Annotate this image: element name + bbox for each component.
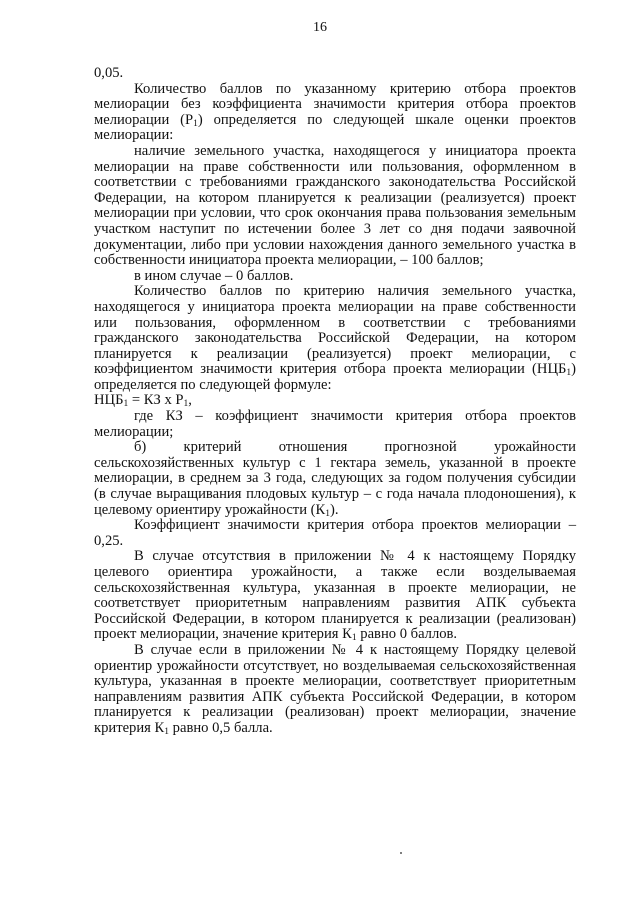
- subscript: 1: [123, 399, 129, 410]
- paragraph-text: Количество баллов по указанному критерию отбора проектов мелиорации без коэффициента значимости критерия отбора проектов мелиорации (Р: [94, 80, 576, 128]
- paragraph-text: В случае отсутствия в приложении № 4 к настоящему Порядку целевого ориентира урожайности, а также если возделываемая сельскохозяйственная культура, указанная в проекте мелиорации, не соответствует приоритетным направлениям развития АПК субъекта Российской Федерации, в котором планируется к реализации (реализован) проект мелиорации, значение критерия К: [94, 548, 576, 643]
- paragraph-text: ) определяется по следующей формуле:: [94, 361, 576, 393]
- subscript: 1: [566, 368, 572, 379]
- paragraph-text: ) определяется по следующей шкале оценки проектов мелиорации:: [94, 111, 576, 144]
- paragraph-text: где КЗ – коэффициент значимости критерия отбора проектов мелиорации;: [94, 408, 576, 440]
- subscript: 1: [351, 633, 357, 644]
- paragraph-text: наличие земельного участка, находящегося у инициатора проекта мелиорации на праве собственности или пользования, оформленном в соответствии с требованиями гражданского законодательства Российской Федерации, на котором планируется к реализации (реализуется) проект мелиорации при условии, что срок окончания права пользования земельным участком наступит по истечении более 3 лет со дня подачи заявочной документации, либо при условии нахождения данного земельного участка в собственности инициатора проекта мелиорации, – 100 баллов;: [94, 142, 576, 269]
- formula-part: = КЗ х Р: [128, 392, 184, 409]
- document-body: [94, 66, 576, 737]
- paragraph-text: б) критерий отношения прогнозной урожайности сельскохозяйственных культур с 1 гектара земель, указанной в проекте мелиорации, в среднем за 3 года, следующих за годом получения субсидии (в случае выращивания плодовых культур – с года начала плодоношения), к целевому ориентиру урожайности (К: [94, 439, 576, 518]
- paragraph-text: 0,05.: [94, 65, 124, 81]
- paragraph-coefficient: [94, 518, 576, 549]
- paragraph-text: В случае если в приложении № 4 к настоящему Порядку целевой ориентир урожайности отсутствует, но возделываемая сельскохозяйственная культура, указанная в проекте мелиорации, соответствует приоритетным направлениям развития АПК субъекта Российской Федерации, в котором планируется к реализации (реализован) проект мелиорации, значение критерия К: [94, 641, 576, 736]
- subscript: 1: [164, 726, 170, 737]
- paragraph-kz-definition: [94, 409, 576, 440]
- paragraph-half-score-case: [94, 643, 576, 737]
- formula-part: НЦБ: [94, 392, 124, 409]
- formula: [94, 393, 576, 409]
- paragraph-text: равно 0 баллов.: [356, 626, 458, 643]
- subscript: 1: [193, 118, 198, 129]
- scan-speck: [400, 852, 402, 854]
- paragraph-text: Коэффициент значимости критерия отбора проектов мелиорации – 0,25.: [94, 517, 576, 549]
- page-number: 16: [313, 20, 327, 35]
- paragraph-text: в ином случае – 0 баллов.: [134, 267, 294, 284]
- paragraph-text: равно 0,5 балла.: [169, 719, 273, 736]
- paragraph-text: Количество баллов по критерию наличия земельного участка, находящегося у инициатора проекта мелиорации на праве собственности или пользования, оформленном в соответствии с требованиями гражданского законодательства Российской Федерации, на котором планируется к реализации (реализуется) проект мелиорации, с коэффициентом значимости критерия отбора проекта мелиорации (НЦБ: [94, 283, 576, 378]
- formula-part: ,: [188, 392, 192, 409]
- paragraph-criterion-b: [94, 440, 576, 518]
- paragraph-otherwise: [94, 269, 576, 285]
- paragraph-text: ).: [330, 501, 339, 518]
- paragraph-continuation: [94, 66, 576, 82]
- subscript: 1: [183, 399, 189, 410]
- paragraph-weighted-score: [94, 284, 576, 393]
- subscript: 1: [325, 508, 330, 519]
- paragraph-land-plot-criterion: [94, 144, 576, 269]
- paragraph-scale-intro: [94, 82, 576, 144]
- paragraph-absence-case: [94, 549, 576, 643]
